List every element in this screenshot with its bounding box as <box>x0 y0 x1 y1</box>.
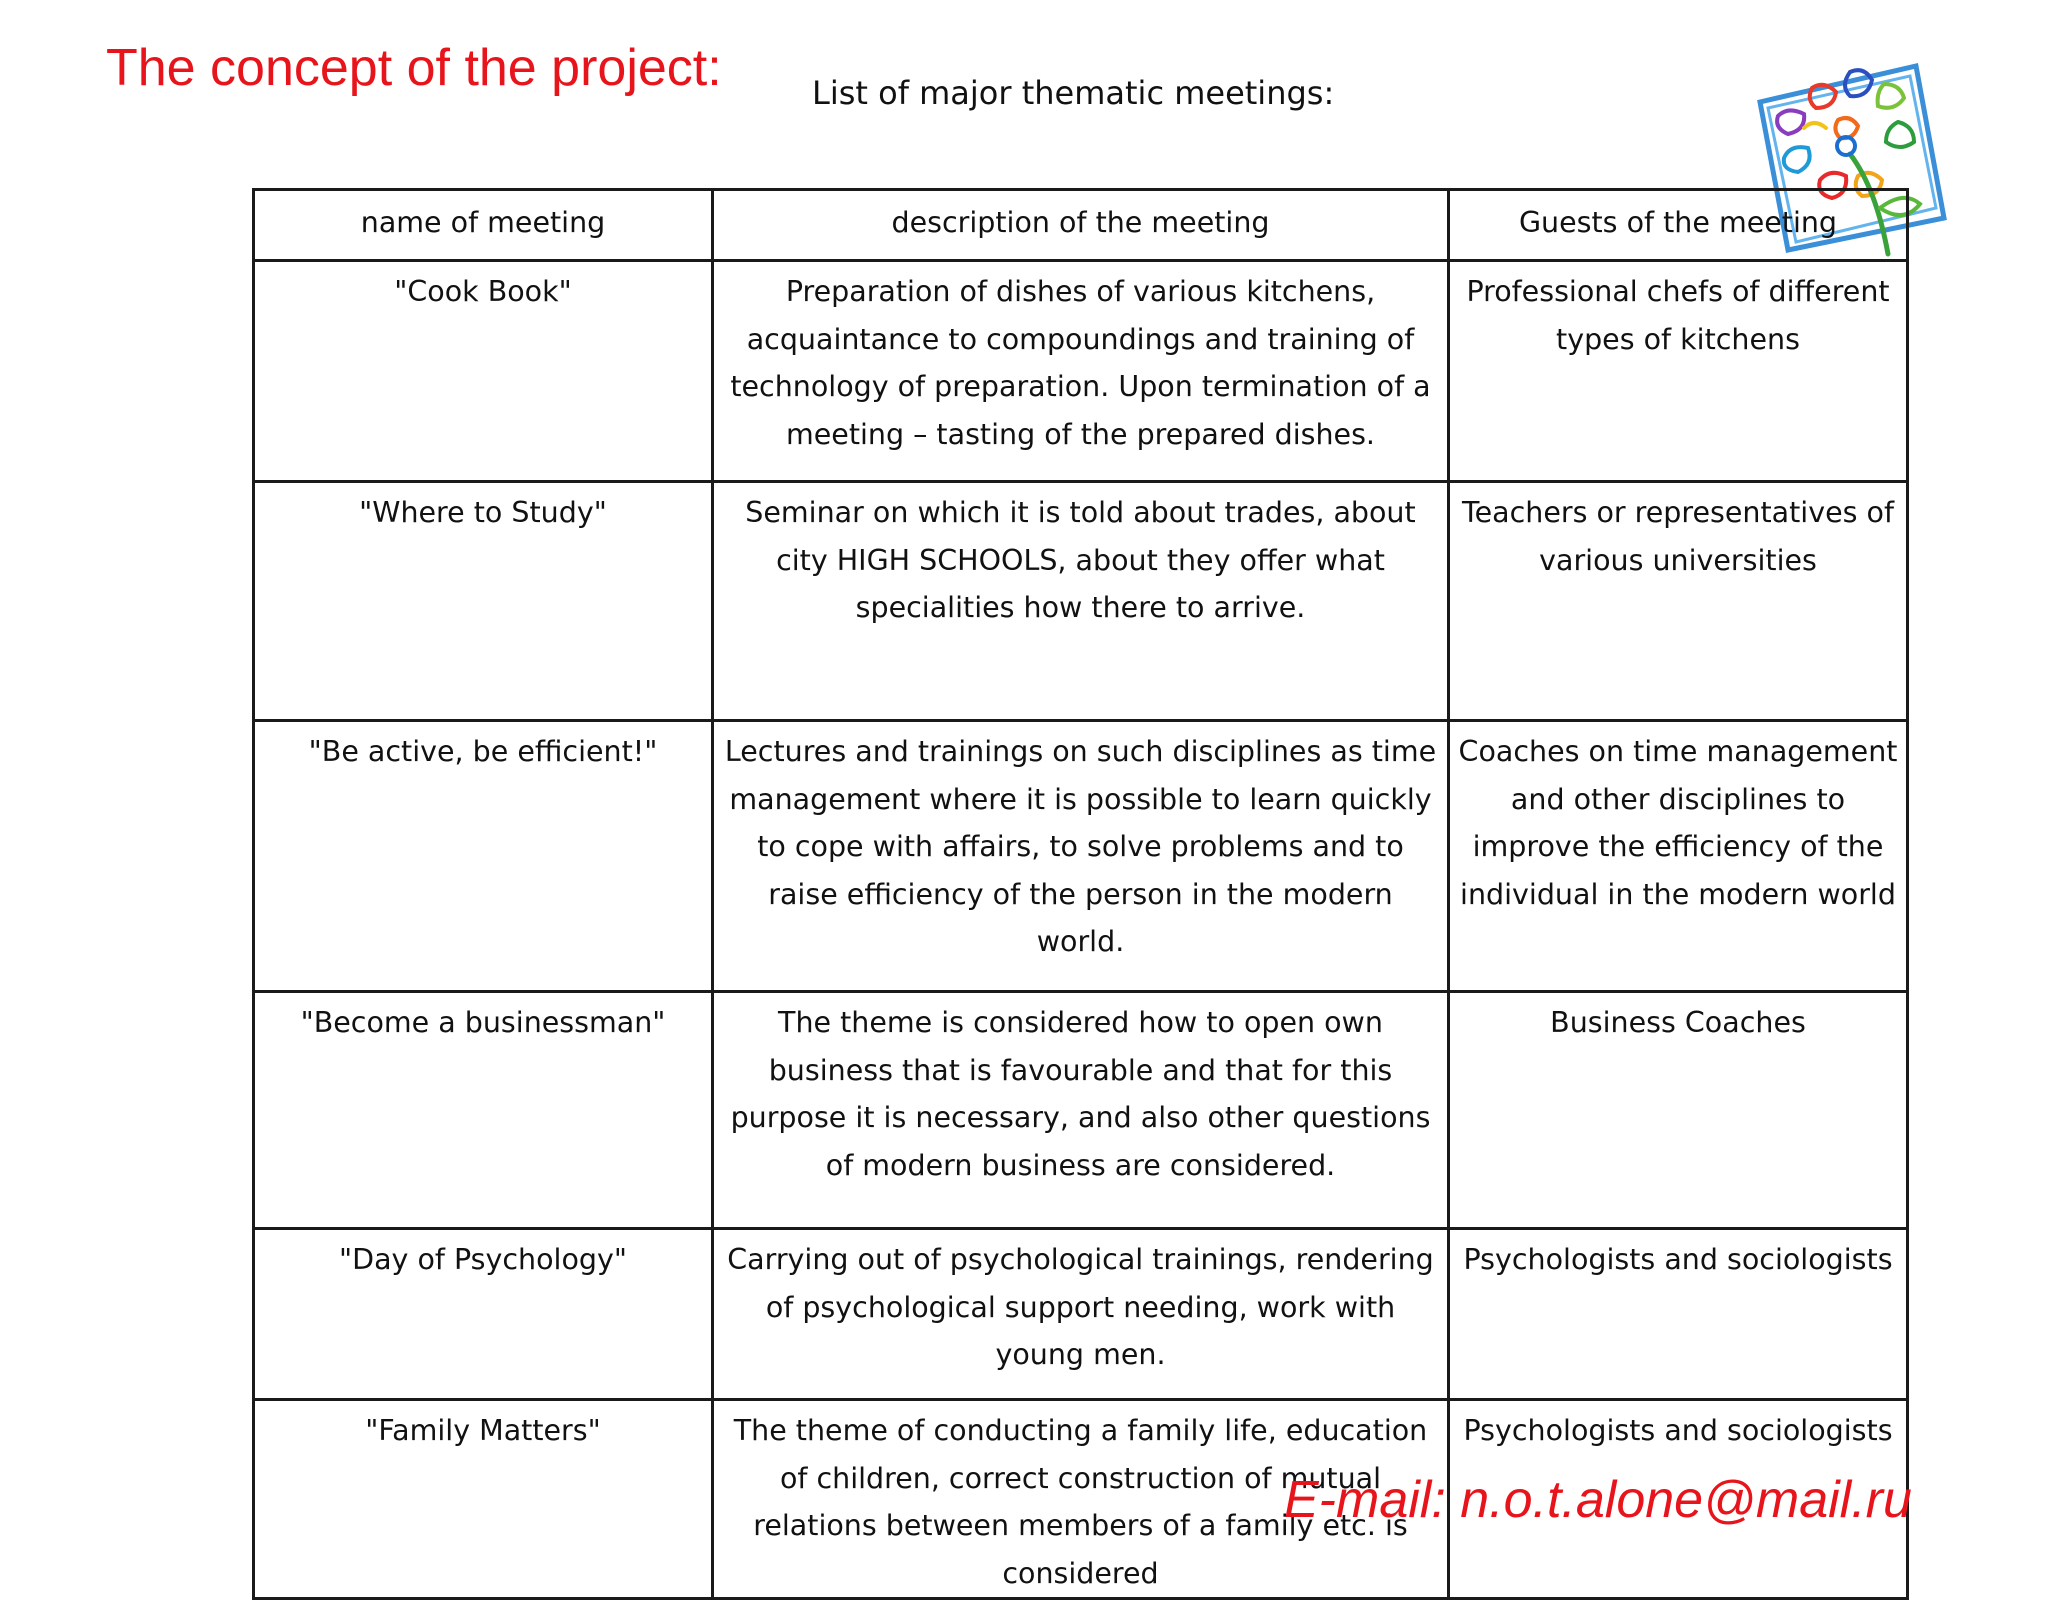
meeting-name-cell: "Be active, be efficient!" <box>254 721 713 992</box>
meeting-name-cell: "Where to Study" <box>254 482 713 721</box>
meeting-name-cell: "Family Matters" <box>254 1400 713 1599</box>
meeting-guests-cell: Psychologists and sociologists <box>1449 1400 1908 1599</box>
meeting-guests-cell: Teachers or representatives of various universities <box>1449 482 1908 721</box>
header-description: description of the meeting <box>713 190 1449 261</box>
meeting-guests-cell: Psychologists and sociologists <box>1449 1229 1908 1400</box>
meeting-description-cell: The theme of conducting a family life, education of children, correct construction of mutual relations between members of a family etc. is considered <box>713 1400 1449 1599</box>
meeting-name-cell: "Become a businessman" <box>254 992 713 1229</box>
table-row <box>254 1229 1908 1400</box>
meetings-table <box>252 188 1909 1600</box>
meeting-name-cell: "Cook Book" <box>254 261 713 482</box>
meeting-description-cell: The theme is considered how to open own business that is favourable and that for this purpose it is necessary, and also other questions of modern business are considered. <box>713 992 1449 1229</box>
table-row <box>254 992 1908 1229</box>
meeting-description-cell: Preparation of dishes of various kitchens, acquaintance to compoundings and training of technology of preparation. Upon termination of a meeting – tasting of the prepared dishes. <box>713 261 1449 482</box>
table-row <box>254 721 1908 992</box>
table-header-row <box>254 190 1908 261</box>
contact-email: E-mail: n.o.t.alone@mail.ru <box>1284 1471 1912 1529</box>
table-row <box>254 482 1908 721</box>
meeting-guests-cell: Professional chefs of different types of kitchens <box>1449 261 1908 482</box>
table-subtitle: List of major thematic meetings: <box>812 74 1335 112</box>
meeting-description-cell: Carrying out of psychological trainings, rendering of psychological support needing, work with young men. <box>713 1229 1449 1400</box>
meeting-description-cell: Seminar on which it is told about trades, about city HIGH SCHOOLS, about they offer what specialities how there to arrive. <box>713 482 1449 721</box>
meeting-name-cell: "Day of Psychology" <box>254 1229 713 1400</box>
table-row <box>254 261 1908 482</box>
page-title: The concept of the project: <box>106 39 722 97</box>
header-name-of-meeting: name of meeting <box>254 190 713 261</box>
meeting-description-cell: Lectures and trainings on such disciplines as time management where it is possible to learn quickly to cope with affairs, to solve problems and to raise efficiency of the person in the modern world. <box>713 721 1449 992</box>
meeting-guests-cell: Business Coaches <box>1449 992 1908 1229</box>
meeting-guests-cell: Coaches on time management and other disciplines to improve the efficiency of the individual in the modern world <box>1449 721 1908 992</box>
header-guests: Guests of the meeting <box>1449 190 1908 261</box>
